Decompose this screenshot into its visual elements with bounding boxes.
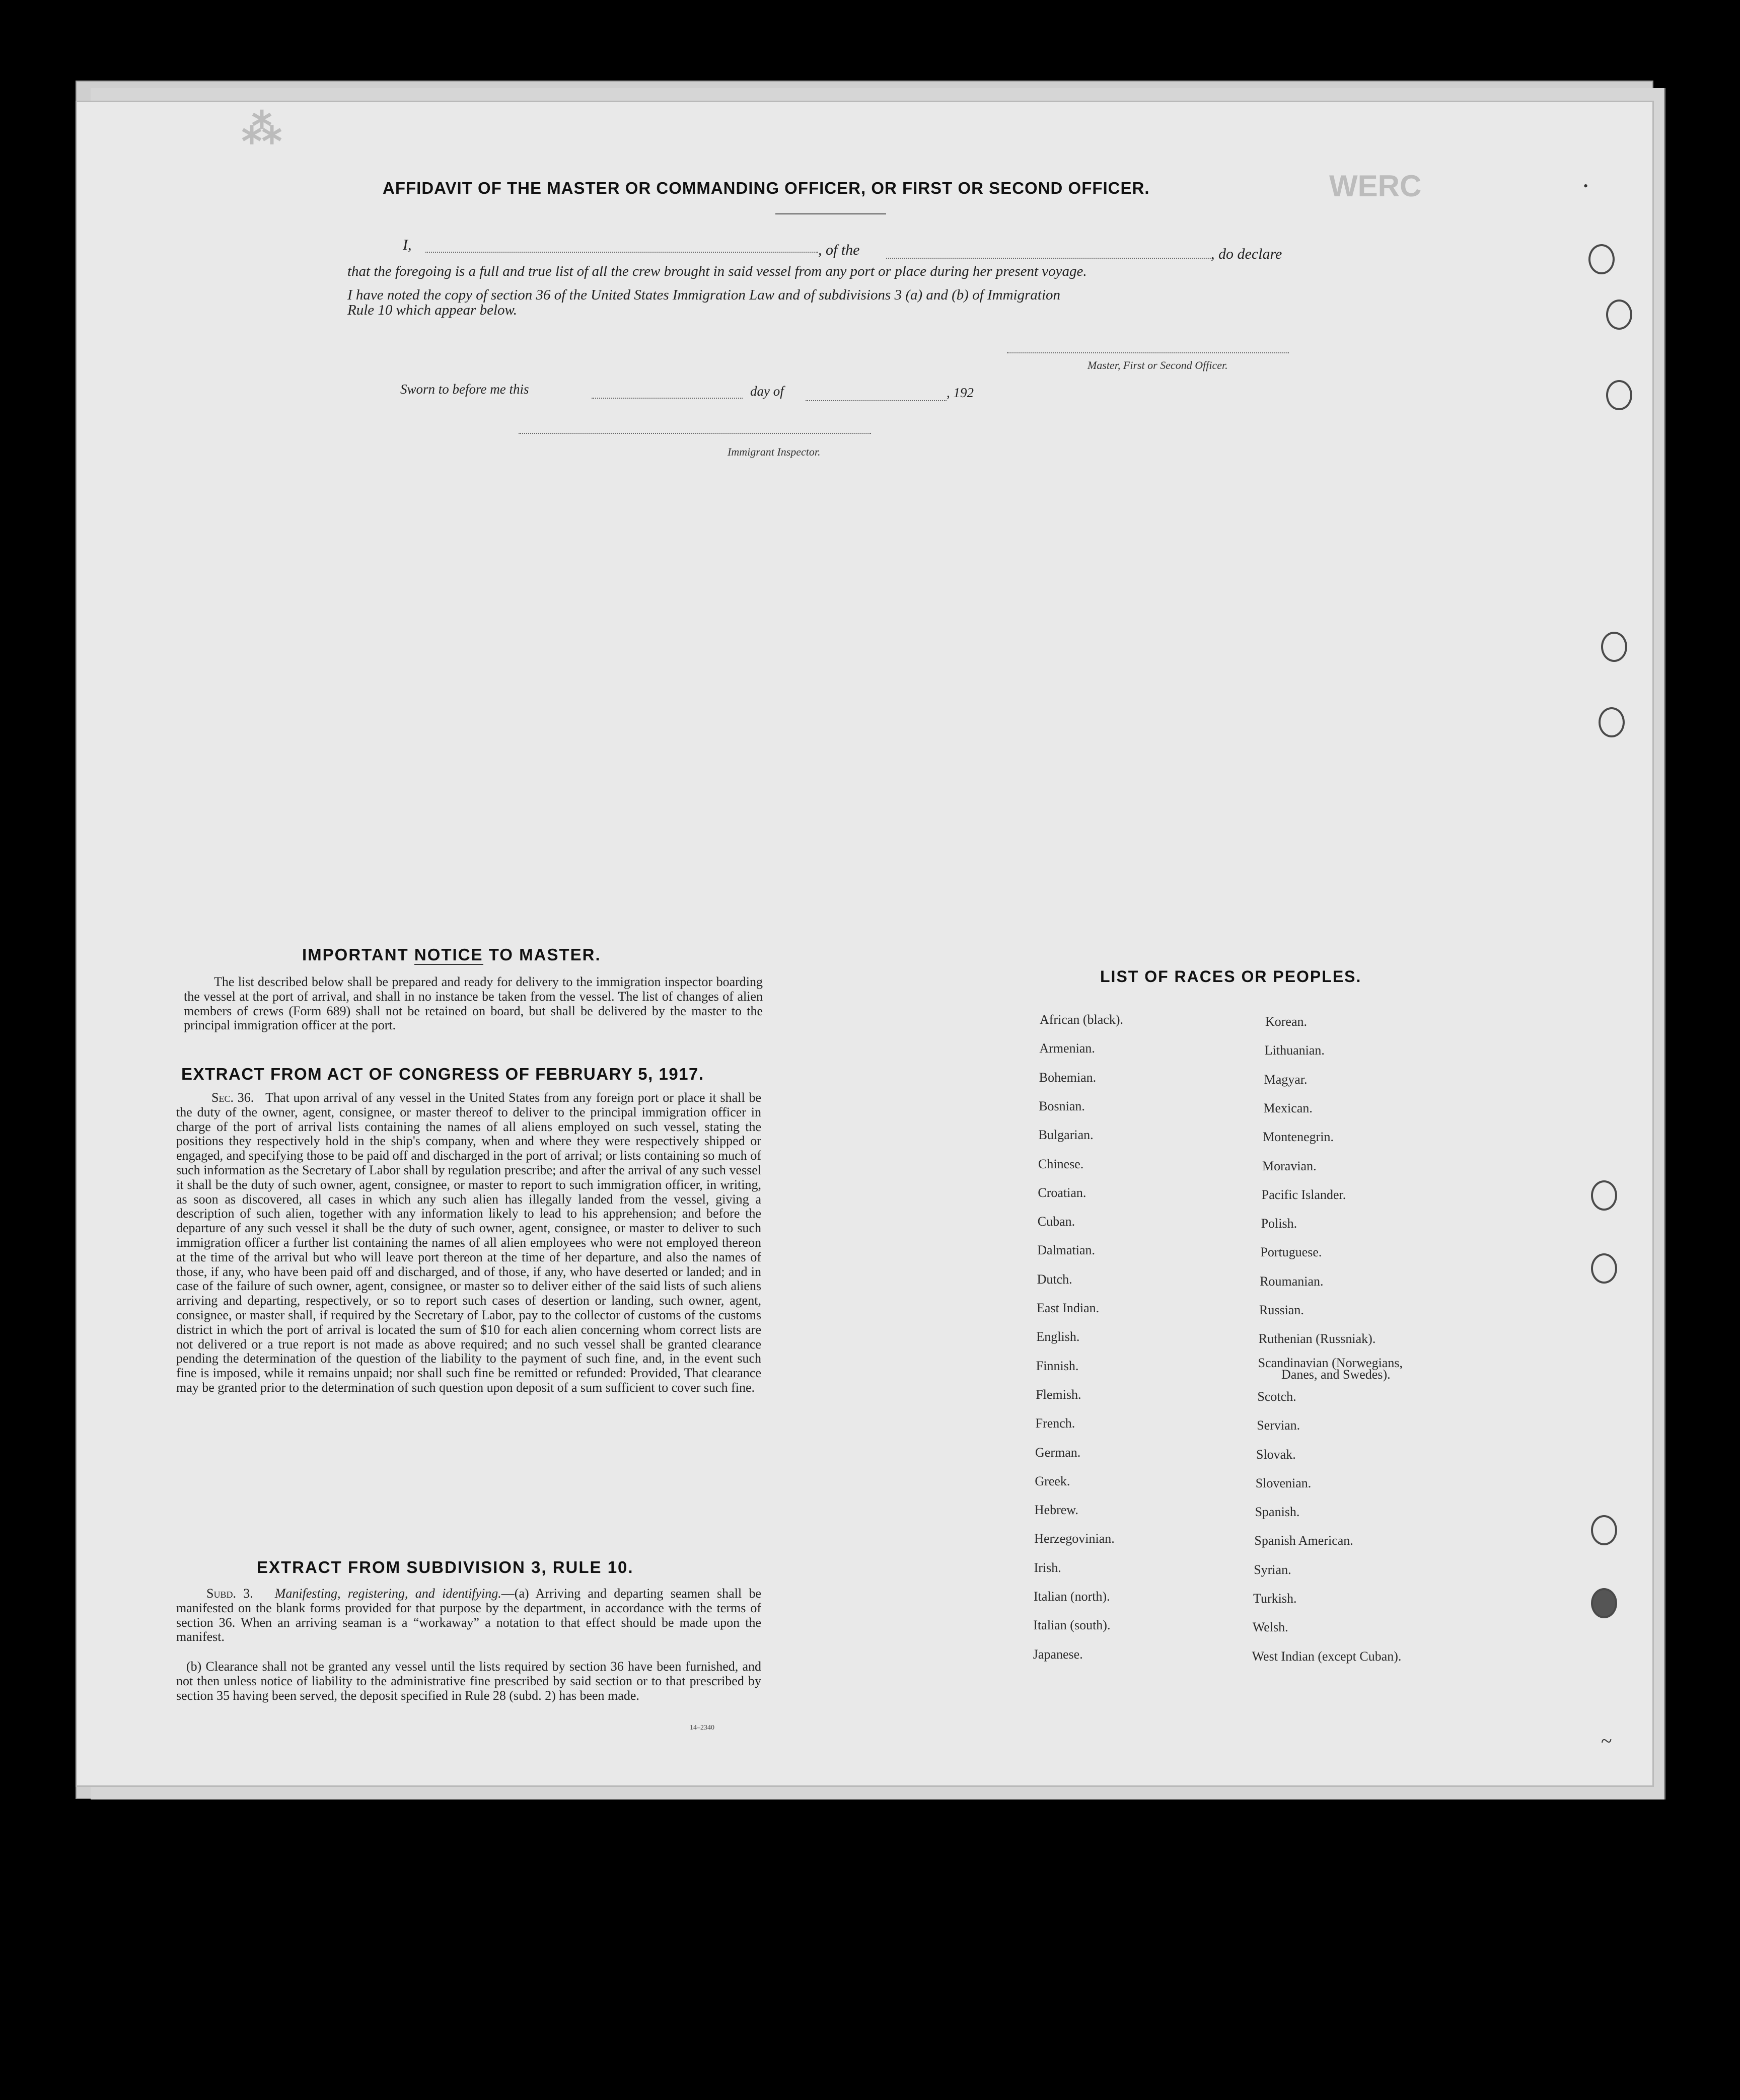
race-item-continuation: Danes, and Swedes). xyxy=(1281,1367,1391,1382)
race-item: Spanish. xyxy=(1255,1505,1300,1519)
race-item: Japanese. xyxy=(1033,1647,1083,1662)
race-item: Montenegrin. xyxy=(1263,1130,1334,1144)
race-item: Korean. xyxy=(1265,1014,1308,1029)
form-page xyxy=(76,101,1654,1787)
race-item: Croatian. xyxy=(1038,1185,1086,1200)
race-item: English. xyxy=(1036,1329,1080,1344)
race-item: Polish. xyxy=(1261,1216,1297,1231)
race-item: Armenian. xyxy=(1039,1041,1095,1056)
name-blank[interactable] xyxy=(425,252,818,253)
race-item: Russian. xyxy=(1259,1303,1304,1317)
race-item: Welsh. xyxy=(1252,1620,1288,1634)
master-caption: Master, First or Second Officer. xyxy=(1088,359,1228,371)
race-item: Dalmatian. xyxy=(1037,1243,1095,1257)
race-item: German. xyxy=(1035,1445,1081,1460)
notice-title-part1: IMPORTANT xyxy=(302,945,409,964)
bleed-through-number: ⁂ xyxy=(242,107,282,152)
race-item: Ruthenian (Russniak). xyxy=(1258,1331,1376,1346)
race-item: Slovenian. xyxy=(1255,1476,1312,1490)
affidavit-declare: , do declare xyxy=(1211,246,1282,262)
inspector-caption: Immigrant Inspector. xyxy=(728,445,821,458)
race-item: Scotch. xyxy=(1257,1389,1296,1404)
race-item: Hebrew. xyxy=(1034,1503,1078,1517)
race-item: Italian (south). xyxy=(1033,1618,1111,1632)
year-text: , 192 xyxy=(947,385,974,400)
race-item: Pacific Islander. xyxy=(1261,1187,1346,1202)
race-item: Roumanian. xyxy=(1260,1274,1324,1289)
race-item: Greek. xyxy=(1035,1474,1070,1488)
race-item: Italian (north). xyxy=(1034,1589,1110,1604)
extract-rule-title: EXTRACT FROM SUBDIVISION 3, RULE 10. xyxy=(257,1558,634,1577)
race-item: Finnish. xyxy=(1036,1359,1079,1373)
race-item: Lithuanian. xyxy=(1264,1043,1325,1058)
punch-hole xyxy=(1591,1515,1617,1545)
extract-act-text: That upon arrival of any vessel in the United States from any foreign port or place it shall be the duty of the owner, agent, consignee, or master thereof to deliver to the principal immigration officer in charge of the port of arrival lists containing the names of all aliens employed on such vessel, stating the positions they respectively hold in the ship's company, when and where they were respectively shipped or engaged, and specifying those to be paid off and discharged in the port of arrival; or lists containing so much of such information as the Secretary of Labor shall by regulation prescribe; and after the arrival of any such vessel it shall be the duty of such owner, agent, consignee, or master to report to such immigration officer, in writing, as soon as discovered, all cases in which any such alien has illegally landed from the vessel, giving a description of such alien, together with any information likely to lead to his apprehension; and before the departure of any such vessel it shall be the duty of such owner, agent, consignee, or master to deliver to such immigration officer a further list containing the names of all alien employees who were not employed thereon at the time of the arrival but who will leave port thereon at the time of her departure, and also the names of those, if any, who have been paid off and discharged, and of those, if any, who have deserted or landed; and in case of the failure of such owner, agent, consignee, or master so to deliver either of the said lists of such aliens arriving and departing, respectively, or so to report such cases of desertion or landing, such owner, agent, consignee, or master shall, if required by the Secretary of Labor, pay to the collector of customs of the customs district in which the port of arrival is located the sum of $10 for each alien concerning whom correct lists are not delivered or a true report is not made as above required; and no such vessel shall be granted clearance pending the determination of the question of the liability to the payment of such fine, and, in the event such fine is imposed, while it remains unpaid; nor shall such fine be remitted or refunded: Provided, That clearance may be granted prior to the determination of such question upon deposit of a sum sufficient to cover such fine. xyxy=(176,1090,761,1395)
sworn-text: Sworn to before me this xyxy=(400,382,529,397)
notice-title-part3: TO MASTER. xyxy=(488,945,601,964)
punch-hole xyxy=(1588,244,1615,274)
master-signature-blank[interactable] xyxy=(1007,352,1289,353)
title-rule xyxy=(775,213,886,214)
race-item: French. xyxy=(1035,1416,1075,1431)
race-item: Irish. xyxy=(1034,1560,1061,1575)
race-item: Dutch. xyxy=(1037,1272,1072,1287)
day-blank[interactable] xyxy=(592,398,743,399)
race-item: East Indian. xyxy=(1037,1301,1100,1315)
extract-rule-body-b: (b) Clearance shall not be granted any vessel until the lists required by section 36 have been furnished, and not then unless notice of liability to the administrative fine prescribed by said section or to that prescribed by section 35 having been served, the deposit specified in Rule 28 (subd. 2) has been made. xyxy=(176,1659,761,1703)
extract-rule-body-a xyxy=(176,1587,761,1644)
race-item: Portuguese. xyxy=(1260,1245,1322,1259)
race-item: Magyar. xyxy=(1264,1072,1308,1087)
extract-rule-text-a: —(a) Arriving and departing seamen shall be manifested on the blank forms provided for that purpose by the department, in accordance with the terms of section 36. When an arriving seaman is a “workaway” a notation to that effect should be made upon the manifest. xyxy=(176,1586,762,1644)
affidavit-title: AFFIDAVIT OF THE MASTER OR COMMANDING OFFICER, OR FIRST OR SECOND OFFICER. xyxy=(383,179,1150,197)
form-number: 14–2340 xyxy=(690,1724,714,1732)
race-item: Servian. xyxy=(1257,1418,1300,1433)
race-item: Syrian. xyxy=(1254,1562,1291,1577)
punch-hole xyxy=(1606,380,1632,410)
race-item: Cuban. xyxy=(1037,1214,1075,1229)
vessel-blank[interactable] xyxy=(886,258,1213,259)
punch-hole xyxy=(1591,1588,1617,1618)
inspector-signature-blank[interactable] xyxy=(519,433,871,434)
races-title: LIST OF RACES OR PEOPLES. xyxy=(1100,967,1362,986)
punch-hole xyxy=(1601,632,1627,662)
race-item: Chinese. xyxy=(1038,1157,1084,1171)
month-blank[interactable] xyxy=(806,400,947,401)
extract-rule-lead: Subd. 3. xyxy=(206,1586,253,1601)
race-item: Flemish. xyxy=(1036,1387,1081,1402)
race-item: Bohemian. xyxy=(1039,1070,1097,1085)
bleed-through-text: WERC xyxy=(1329,169,1422,203)
affidavit-line-3: I have noted the copy of section 36 of the United States Immigration Law and of subdivisions 3 (a) and (b) of Immigration xyxy=(347,287,1061,303)
extract-act-title: EXTRACT FROM ACT OF CONGRESS OF FEBRUARY 5, 1917. xyxy=(181,1065,704,1083)
race-item: African (black). xyxy=(1040,1012,1124,1027)
affidavit-of-the: , of the xyxy=(818,242,860,258)
punch-hole xyxy=(1606,299,1632,330)
punch-hole xyxy=(1591,1180,1617,1211)
race-item: Bulgarian. xyxy=(1038,1128,1094,1142)
extract-act-body xyxy=(176,1091,761,1395)
punch-hole xyxy=(1599,707,1625,737)
affidavit-line-4: Rule 10 which appear below. xyxy=(347,302,517,318)
race-item: Moravian. xyxy=(1262,1159,1317,1173)
race-item: Scandinavian (Norwegians, xyxy=(1258,1356,1403,1370)
affidavit-i: I, xyxy=(403,237,412,253)
race-item: Spanish American. xyxy=(1254,1533,1353,1548)
race-item: Herzegovinian. xyxy=(1034,1531,1115,1546)
notice-body: The list described below shall be prepared and ready for delivery to the immigration inspector boarding the vessel at the port of arrival, and shall in no instance be taken from the vessel. The list of changes of alien members of crews (Form 689) shall not be retained on board, but shall be delivered by the master to the principal immigration officer at the port. xyxy=(184,974,763,1033)
race-item: Bosnian. xyxy=(1039,1099,1085,1113)
race-item: Slovak. xyxy=(1256,1447,1296,1462)
notice-title-part2: NOTICE xyxy=(414,945,483,964)
notice-title xyxy=(302,945,601,964)
affidavit-line-2: that the foregoing is a full and true list of all the crew brought in said vessel from any port or place during her present voyage. xyxy=(347,263,1087,279)
margin-mark: • xyxy=(1583,179,1588,193)
extract-rule-heading: Manifesting, registering, and identifying. xyxy=(274,1586,501,1601)
punch-hole xyxy=(1591,1253,1617,1284)
race-item: Turkish. xyxy=(1253,1591,1297,1606)
race-item: Mexican. xyxy=(1263,1101,1313,1115)
margin-mark: ~ xyxy=(1601,1730,1612,1752)
race-item: West Indian (except Cuban). xyxy=(1252,1649,1402,1664)
day-of-text: day of xyxy=(750,384,784,399)
extract-act-lead: Sec. 36. xyxy=(211,1090,254,1105)
